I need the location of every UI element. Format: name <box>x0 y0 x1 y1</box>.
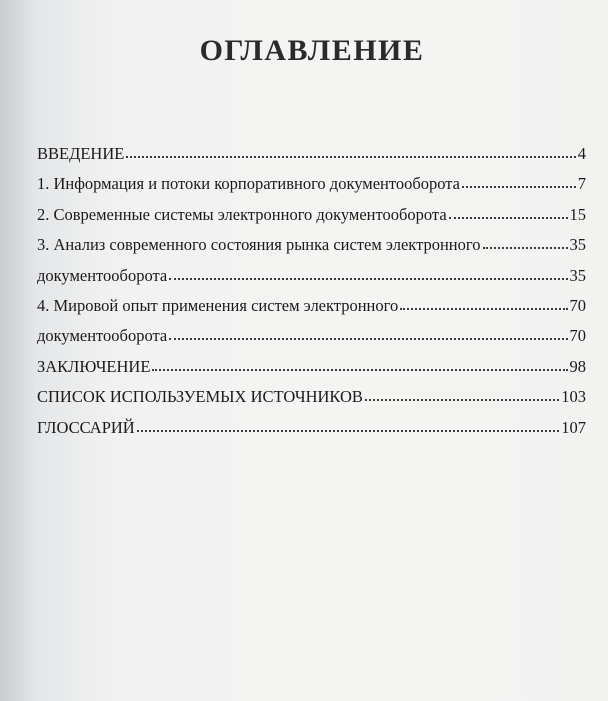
toc-entry <box>37 263 586 293</box>
toc-page-number: 70 <box>569 295 586 315</box>
toc-entry <box>37 171 586 201</box>
toc-entry <box>37 141 586 171</box>
toc-entry-text: ВВЕДЕНИЕ <box>37 144 125 163</box>
toc-page-number: 7 <box>577 174 586 194</box>
dot-leader <box>152 365 567 371</box>
dot-leader <box>365 395 559 401</box>
toc-page-number: 15 <box>569 204 586 224</box>
toc-entry-text: документооборота <box>37 265 168 285</box>
table-of-contents <box>37 141 586 445</box>
toc-entry-text: 2. Современные системы электронного документооборота <box>37 204 447 224</box>
toc-entry <box>37 232 586 262</box>
toc-page-number: 35 <box>569 265 586 285</box>
toc-page-number: 98 <box>569 356 586 376</box>
dot-leader <box>126 152 575 158</box>
toc-entry-text: ЗАКЛЮЧЕНИЕ <box>37 356 151 376</box>
page-title: ОГЛАВЛЕНИЕ <box>199 34 425 67</box>
toc-page-number: 103 <box>561 387 586 407</box>
toc-entry-text: 4. Мировой опыт применения систем электронного <box>37 295 399 315</box>
toc-entry-text: 1. Информация и потоки корпоративного документооборота <box>37 174 461 194</box>
toc-entry-text: 3. Анализ современного состояния рынка систем электронного <box>37 235 481 255</box>
dot-leader <box>400 304 567 310</box>
toc-page-number: 35 <box>569 235 586 255</box>
dot-leader <box>449 213 568 219</box>
toc-entry <box>37 415 586 445</box>
toc-entry <box>37 384 586 414</box>
dot-leader <box>169 334 567 340</box>
toc-entry-text: ГЛОССАРИЙ <box>37 417 135 437</box>
dot-leader <box>169 274 567 280</box>
toc-page-number: 4 <box>577 144 586 163</box>
toc-page-number: 70 <box>569 326 586 346</box>
toc-entry <box>37 354 586 384</box>
dot-leader <box>462 182 576 188</box>
toc-entry <box>37 202 586 232</box>
toc-entry <box>37 293 586 323</box>
dot-leader <box>483 243 568 249</box>
dot-leader <box>137 426 560 432</box>
toc-entry <box>37 323 586 353</box>
toc-page-number: 107 <box>561 417 586 437</box>
toc-entry-text: СПИСОК ИСПОЛЬЗУЕМЫХ ИСТОЧНИКОВ <box>37 387 363 407</box>
toc-entry-text: документооборота <box>37 326 168 346</box>
